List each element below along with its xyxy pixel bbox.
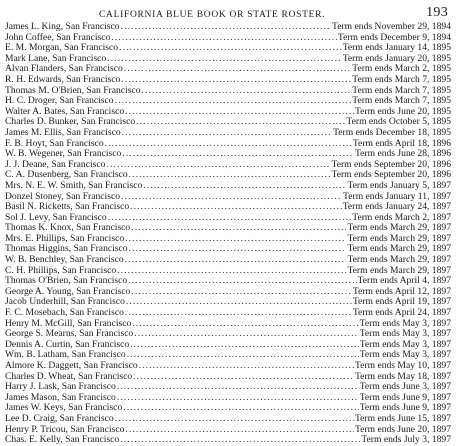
entry-term: Term ends March 29, 1897 [347, 222, 451, 234]
entry-term: Term ends May 3, 1897 [359, 349, 451, 361]
entry-name: Donzel Stoney, San Francisco [5, 190, 121, 202]
entry-term: Term ends November 29, 1894 [332, 21, 451, 32]
entry-name: Thomas O'Brien, San Francisco [5, 275, 128, 287]
dot-leader [121, 75, 351, 86]
entry-term: Term ends May 3, 1897 [359, 328, 451, 340]
dot-leader [121, 22, 331, 33]
entry-name: James M. Ellis, San Francisco [5, 126, 121, 138]
dot-leader [117, 266, 346, 277]
dot-leader [123, 403, 358, 414]
roster-list [5, 22, 451, 446]
page-header [5, 4, 451, 22]
dot-leader [128, 276, 356, 287]
entry-term: Term ends October 5, 1895 [346, 116, 451, 128]
dot-leader [129, 170, 331, 181]
dot-leader [125, 107, 354, 118]
entry-term: Term ends April 18, 1896 [352, 137, 451, 149]
entry-term: Term ends June 20, 1895 [354, 105, 451, 117]
entry-term: Term ends April 19, 1897 [352, 296, 451, 308]
entry-name: Basil N. Ricketts, San Francisco [5, 201, 130, 213]
entry-term: Term ends March 29, 1897 [347, 254, 451, 266]
entry-term: Term ends January 5, 1897 [347, 179, 451, 191]
entry-term: Term ends May 3, 1897 [359, 317, 451, 329]
running-title: CALIFORNIA BLUE BOOK OR STATE ROSTER. [99, 10, 326, 20]
dot-leader [125, 234, 346, 245]
entry-term: Term ends March 7, 1895 [352, 95, 451, 107]
dot-leader [122, 149, 354, 160]
dot-leader [105, 139, 352, 150]
entry-name: C. A. Dusenberg, San Francisco [5, 169, 128, 181]
dot-leader [130, 340, 359, 351]
entry-name: Henry M. McGill, San Francisco [5, 317, 132, 329]
entry-name: J. J. Deane, San Francisco [5, 158, 106, 170]
dot-leader [124, 64, 352, 75]
entry-name: Charles D. Wheat, San Francisco [5, 370, 133, 382]
dot-leader [134, 329, 358, 340]
entry-name: George S. Mearns, San Francisco [5, 328, 134, 340]
entry-term: Term ends September 20, 1896 [331, 169, 451, 181]
entry-term: Term ends January 20, 1895 [342, 52, 451, 64]
entry-term: Term ends June 20, 1897 [354, 423, 451, 435]
dot-leader [115, 414, 354, 425]
entry-name: Jacob Underhill, San Francisco [5, 296, 125, 308]
entry-term: Term ends March 7, 1895 [352, 73, 451, 85]
entry-term: Term ends June 9, 1897 [359, 391, 451, 403]
entry-term: Term ends April 4, 1897 [357, 275, 451, 287]
dot-leader [117, 382, 359, 393]
dot-leader [107, 54, 341, 65]
entry-name: Thomas M. O'Brien, San Francisco [5, 84, 141, 96]
entry-name: Wm. B. Latham, San Francisco [5, 349, 126, 361]
page-number: 193 [426, 5, 448, 20]
entry-name: R. H. Edwards, San Francisco [5, 73, 121, 85]
entry-name: C. H. Phillips, San Francisco [5, 264, 117, 276]
entry-name: George A. Young, San Francisco [5, 285, 131, 297]
dot-leader [115, 96, 352, 107]
entry-term: Term ends September 20, 1896 [331, 158, 451, 170]
dot-leader [122, 128, 332, 139]
entry-name: Chas. E. Kelly, San Francisco [5, 434, 120, 446]
roster-entry [5, 361, 451, 372]
dot-leader [133, 372, 354, 383]
dot-leader [120, 435, 360, 446]
entry-name: E. M. Morgan, San Francisco [5, 42, 119, 54]
dot-leader [132, 319, 358, 330]
dot-leader [117, 393, 359, 404]
entry-name: W. B. Wegener, San Francisco [5, 148, 122, 160]
roster-entry [5, 22, 451, 33]
entry-name: Mrs. E. Phillips, San Francisco [5, 232, 125, 244]
dot-leader [130, 202, 342, 213]
entry-name: Thomas K. Knox, San Francisco [5, 222, 131, 234]
entry-name: Alvan Flanders, San Francisco [5, 63, 123, 75]
entry-term: Term ends January 14, 1895 [342, 42, 451, 54]
dot-leader [111, 33, 337, 44]
entry-term: Term ends June 15, 1897 [354, 412, 451, 424]
dot-leader [143, 181, 346, 192]
entry-name: Harry J. Lask, San Francisco [5, 381, 116, 393]
dot-leader [119, 43, 342, 54]
dot-leader [136, 117, 345, 128]
roster-entry [5, 181, 451, 192]
entry-name: Lee D. Craig, San Francisco [5, 412, 114, 424]
entry-name: F. C. Mosebach, San Francisco [5, 307, 124, 319]
entry-term: Term ends December 18, 1895 [333, 126, 451, 138]
entry-term: Term ends June 3, 1897 [359, 381, 451, 393]
entry-term: Term ends May 18, 1897 [354, 370, 451, 382]
roster-entry [5, 128, 451, 139]
entry-term: Term ends May 10, 1897 [354, 360, 451, 371]
entry-name: Charles D. Bunker, San Francisco [5, 116, 136, 128]
entry-term: Term ends April 12, 1897 [352, 285, 451, 297]
dot-leader [139, 361, 354, 372]
entry-name: W. B. Benchley, San Francisco [5, 254, 124, 266]
dot-leader [129, 244, 347, 255]
entry-term: Term ends March 29, 1897 [347, 264, 451, 276]
entry-name: F. B. Hoyt, San Francisco [5, 137, 104, 149]
entry-name: Almore K. Daggett, San Francisco [5, 360, 138, 371]
entry-term: Term ends March 7, 1895 [352, 84, 451, 96]
entry-name: Walter A. Bates, San Francisco [5, 105, 125, 117]
entry-name: James L. King, San Francisco [5, 21, 120, 32]
entry-term: Term ends March 2, 1897 [352, 211, 451, 223]
dot-leader [108, 213, 352, 224]
entry-term: Term ends June 28, 1896 [354, 148, 451, 160]
dot-leader [106, 160, 330, 171]
entry-name: Dennis A. Curtin, San Francisco [5, 338, 130, 350]
dot-leader [121, 192, 342, 203]
roster-entry [5, 414, 451, 425]
entry-term: Term ends July 3, 1897 [361, 434, 451, 446]
entry-term: Term ends December 9, 1894 [337, 31, 451, 43]
dot-leader [125, 255, 347, 266]
entry-name: Mark Lane, San Francisco [5, 52, 107, 64]
dot-leader [142, 86, 352, 97]
roster-entry [5, 435, 451, 446]
entry-name: James Mason, San Francisco [5, 391, 116, 403]
entry-name: Sol J. Levy, San Francisco [5, 211, 107, 223]
entry-name: Mrs. N. E. W. Smith, San Francisco [5, 179, 143, 191]
entry-name: James W. Keys, San Francisco [5, 402, 123, 414]
roster-entry [5, 75, 451, 86]
entry-term: Term ends March 29, 1897 [347, 243, 451, 255]
entry-name: John Coffee, San Francisco [5, 31, 111, 43]
entry-term: Term ends March 29, 1897 [347, 232, 451, 244]
entry-term: Term ends January 11, 1897 [343, 190, 451, 202]
entry-name: H. C. Droger, San Francisco [5, 95, 114, 107]
entry-term: Term ends March 2, 1895 [352, 63, 451, 75]
entry-term: Term ends May 3, 1897 [359, 338, 451, 350]
entry-term: Term ends January 24, 1897 [342, 201, 451, 213]
entry-term: Term ends June 9, 1897 [359, 402, 451, 414]
dot-leader [131, 223, 346, 234]
entry-name: Henry P. Tricou, San Francisco [5, 423, 125, 435]
dot-leader [125, 308, 352, 319]
dot-leader [127, 350, 359, 361]
dot-leader [126, 297, 352, 308]
entry-name: Thomas Higgins, San Francisco [5, 243, 128, 255]
entry-term: Term ends April 24, 1897 [352, 307, 451, 319]
dot-leader [131, 287, 351, 298]
